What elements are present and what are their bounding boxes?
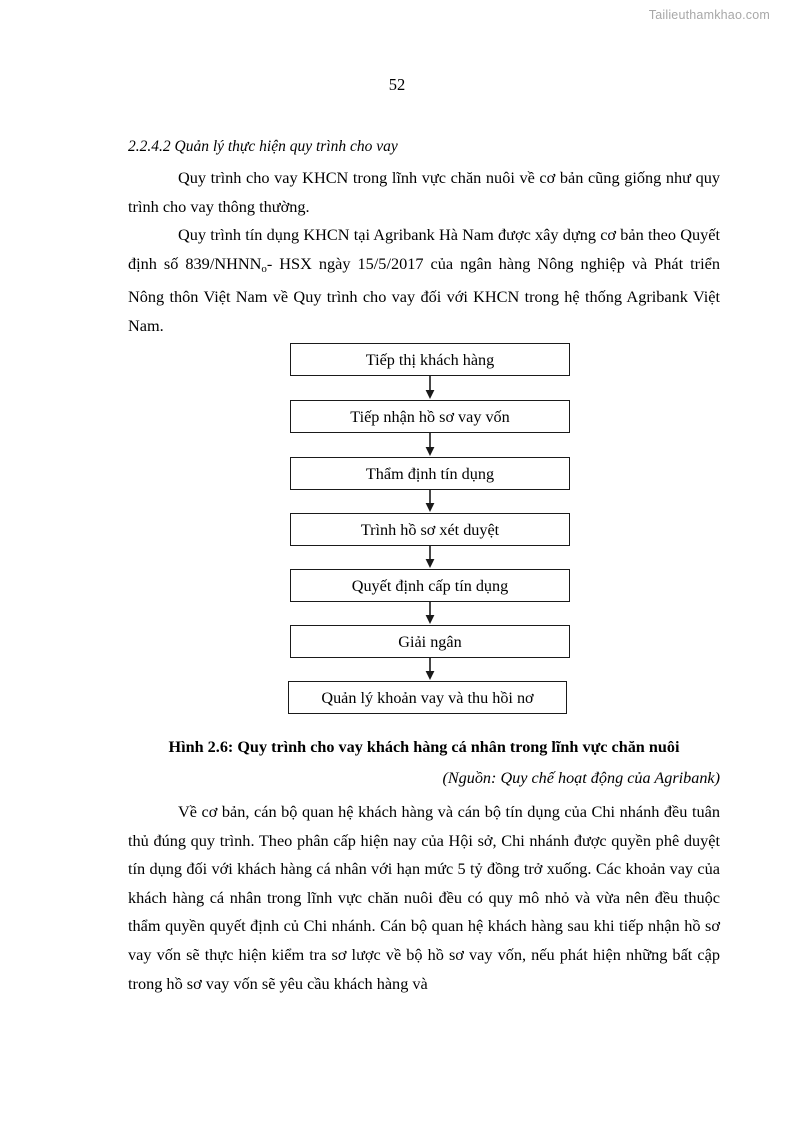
flowchart-arrow-6 (423, 658, 437, 681)
flowchart-arrow-2 (423, 433, 437, 457)
paragraph-intro: Quy trình cho vay KHCN trong lĩnh vực chăn nuôi về cơ bản cũng giống như quy trình cho vay thông thường. (128, 168, 720, 216)
figure-caption: Hình 2.6: Quy trình cho vay khách hàng cá nhân trong lĩnh vực chăn nuôi (168, 738, 680, 756)
subscript-o: o (261, 262, 267, 275)
figure-source: (Nguồn: Quy chế hoạt động của Agribank) (442, 769, 720, 787)
document-body-upper (128, 136, 720, 340)
document-body-lower (128, 798, 720, 998)
figure-caption-block (128, 735, 720, 793)
flowchart-step-5 (290, 569, 570, 602)
flowchart-step-5-label: Quyết định cấp tín dụng (351, 576, 509, 595)
watermark-text: Tailieuthamkhao.com (648, 8, 770, 22)
flowchart-step-4-label: Trình hồ sơ xét duyệt (360, 520, 500, 539)
flowchart-step-2 (290, 400, 570, 433)
page-number: 52 (388, 75, 406, 94)
section-heading: 2.2.4.2 Quản lý thực hiện quy trình cho vay (128, 138, 398, 155)
flowchart-step-1-label: Tiếp thị khách hàng (365, 350, 495, 369)
flowchart-arrow-3 (423, 490, 437, 513)
paragraph-credit-process-part1: Quy trình tín dụng KHCN tại Agribank Hà Nam được xây dựng cơ bản theo Quyết định số 839/NHNN (128, 225, 720, 273)
flowchart-step-1 (290, 343, 570, 376)
flowchart-step-7 (288, 681, 567, 714)
flowchart-step-3-label: Thẩm định tín dụng (365, 464, 495, 483)
flowchart-arrow-1 (423, 376, 437, 400)
flowchart-lending-process (0, 343, 794, 717)
paragraph-credit-process-part2: - HSX ngày 15/5/2017 của ngân hàng Nông nghiệp và Phát triển Nông thôn Việt Nam về Quy trình cho vay đối với KHCN trong hệ thống Agribank Việt Nam. (128, 253, 720, 335)
paragraph-process-compliance: Về cơ bản, cán bộ quan hệ khách hàng và cán bộ tín dụng của Chi nhánh đều tuân thủ đúng quy trình. Theo phân cấp hiện nay của Hội sở, Chi nhánh được quyền phê duyệt tín dụng đối với khách hàng cá nhân với hạn mức 5 tỷ đồng trở xuống. Các khoản vay của khách hàng cá nhân trong lĩnh vực chăn nuôi đều có quy mô nhỏ và vừa nên đều thuộc thẩm quyền quyết định củ Chi nhánh. Cán bộ quan hệ khách hàng sau khi tiếp nhận hồ sơ vay vốn sẽ thực hiện kiểm tra sơ lược về bộ hồ sơ vay vốn, nếu phát hiện những bất cập trong hồ sơ vay vốn sẽ yêu cầu khách hàng và (128, 802, 720, 993)
flowchart-step-6 (290, 625, 570, 658)
flowchart-step-7-label: Quản lý khoản vay và thu hồi nơ (321, 688, 534, 707)
paragraph-credit-process (128, 221, 720, 340)
flowchart-step-6-label: Giải ngân (398, 632, 462, 651)
flowchart-step-4 (290, 513, 570, 546)
flowchart-arrow-5 (423, 602, 437, 625)
flowchart-step-2-label: Tiếp nhận hồ sơ vay vốn (350, 407, 510, 426)
flowchart-step-3 (290, 457, 570, 490)
flowchart-arrow-4 (423, 546, 437, 569)
